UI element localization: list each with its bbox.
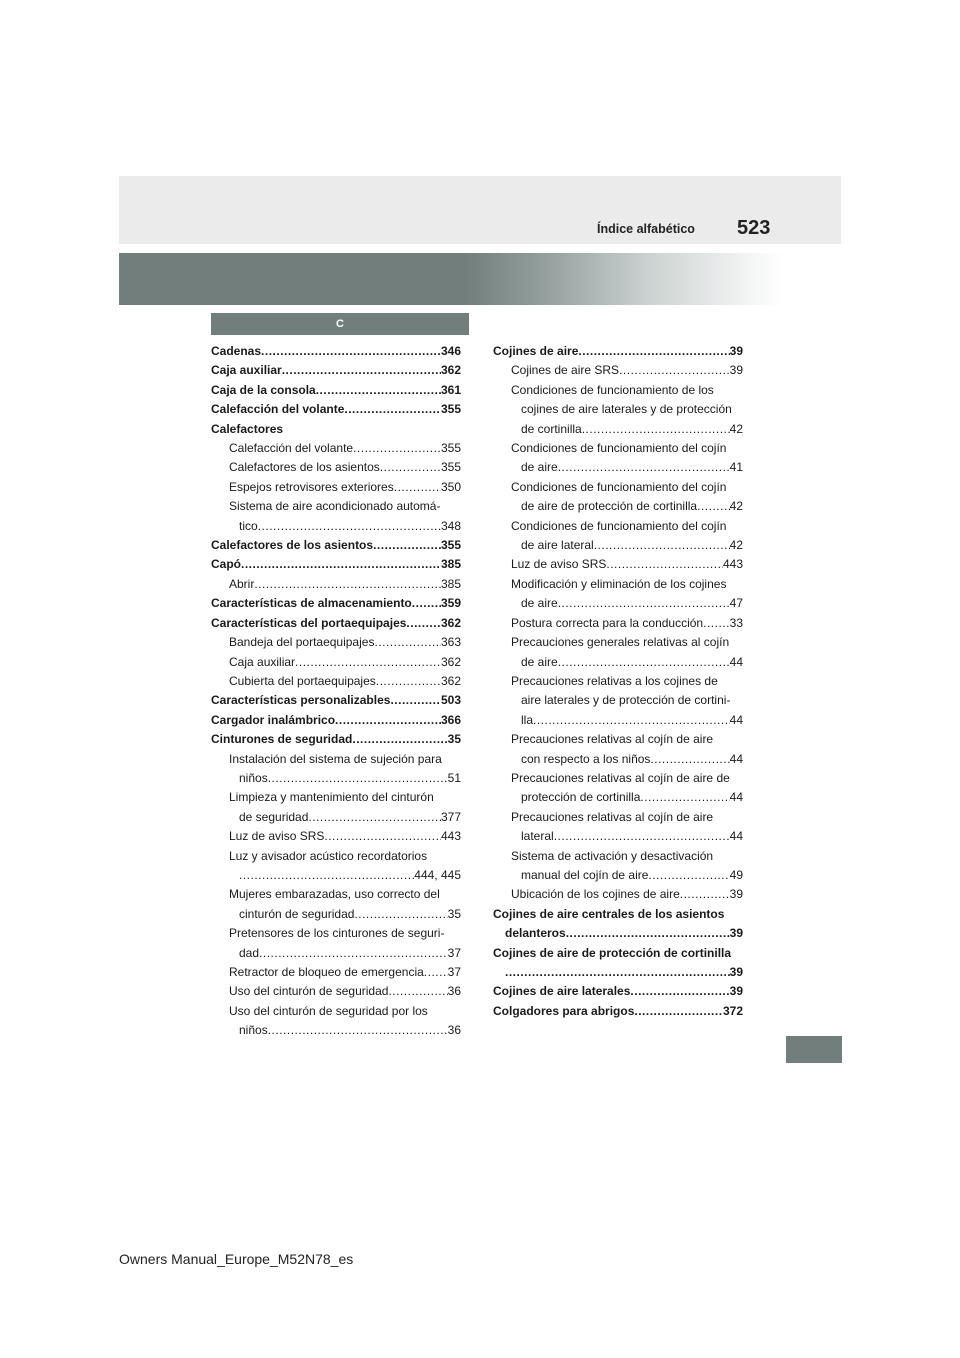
index-entry bbox=[493, 400, 743, 419]
index-entry bbox=[211, 439, 461, 458]
index-entry bbox=[493, 458, 743, 477]
index-entry-page: 346 bbox=[440, 344, 461, 358]
dot-leader bbox=[282, 361, 441, 380]
index-entry-text: de aire bbox=[521, 596, 558, 611]
index-entry-text: Pretensores de los cinturones de seguri- bbox=[229, 926, 445, 941]
section-title: Índice alfabético bbox=[597, 222, 695, 236]
index-entry bbox=[493, 691, 743, 710]
index-entry bbox=[211, 361, 461, 380]
index-entry-page: 47 bbox=[729, 596, 743, 611]
index-entry-page: 444, 445 bbox=[414, 867, 461, 882]
index-entry-text: Caja de la consola bbox=[211, 382, 316, 397]
index-entry-text: delanteros bbox=[505, 926, 566, 941]
index-entry bbox=[493, 905, 743, 924]
index-entry bbox=[211, 924, 461, 943]
dot-leader bbox=[316, 381, 441, 400]
index-entry bbox=[493, 924, 743, 943]
index-entry-text: Calefacción del volante bbox=[229, 441, 354, 456]
index-entry bbox=[493, 672, 743, 691]
index-entry-page: 39 bbox=[729, 363, 743, 378]
dot-leader bbox=[578, 342, 729, 361]
dot-leader bbox=[335, 711, 441, 730]
index-entry-text: Instalación del sistema de sujeción para bbox=[229, 751, 442, 766]
dot-leader bbox=[261, 342, 441, 361]
index-entry-text: protección de cortinilla bbox=[521, 790, 641, 805]
index-entry-text: Ubicación de los cojines de aire bbox=[511, 887, 680, 902]
index-entry-page: 39 bbox=[729, 926, 743, 941]
dot-leader bbox=[533, 711, 730, 730]
index-entry-text: Cubierta del portaequipajes bbox=[229, 673, 376, 688]
index-entry-page: 443 bbox=[440, 829, 461, 844]
index-entry bbox=[211, 497, 461, 516]
index-entry bbox=[493, 614, 743, 633]
index-entry-page: 33 bbox=[729, 615, 743, 630]
index-entry bbox=[211, 944, 461, 963]
dot-leader bbox=[558, 653, 730, 672]
index-entry bbox=[493, 847, 743, 866]
index-entry-page: 350 bbox=[440, 479, 461, 494]
index-entry-page: 385 bbox=[440, 576, 461, 591]
index-entry-page: 41 bbox=[729, 460, 743, 475]
dot-leader bbox=[374, 633, 441, 652]
index-entry bbox=[211, 342, 461, 361]
dot-leader bbox=[554, 827, 730, 846]
dot-leader bbox=[344, 400, 441, 419]
dot-leader bbox=[412, 594, 441, 613]
index-entry-page: 503 bbox=[440, 693, 461, 708]
index-entry-text: dad bbox=[239, 945, 260, 960]
index-entry-text: Calefactores bbox=[211, 421, 284, 436]
index-column-left bbox=[211, 342, 461, 1041]
dot-leader bbox=[254, 575, 441, 594]
index-entry-text: Cojines de aire laterales bbox=[493, 984, 631, 999]
index-entry bbox=[493, 517, 743, 536]
dot-leader bbox=[505, 963, 730, 982]
index-entry bbox=[493, 963, 743, 982]
dot-leader bbox=[388, 982, 447, 1001]
index-entry bbox=[493, 866, 743, 885]
dot-leader bbox=[640, 788, 729, 807]
index-entry-text: Calefactores de los asientos bbox=[211, 538, 374, 553]
index-entry-text: Espejos retrovisores exteriores bbox=[229, 479, 394, 494]
index-entry bbox=[211, 653, 461, 672]
index-entry-page: 377 bbox=[440, 809, 461, 824]
index-entry bbox=[493, 885, 743, 904]
dot-leader bbox=[239, 866, 414, 885]
index-entry-page: 51 bbox=[447, 770, 461, 785]
index-entry-page: 361 bbox=[440, 382, 461, 397]
index-entry-text: Capó bbox=[211, 557, 241, 572]
index-entry-page: 39 bbox=[729, 984, 743, 999]
index-entry bbox=[211, 381, 461, 400]
index-entry-page: 39 bbox=[729, 887, 743, 902]
index-entry bbox=[211, 982, 461, 1001]
index-entry-text: tico bbox=[239, 518, 258, 533]
dot-leader bbox=[373, 536, 441, 555]
index-entry bbox=[493, 769, 743, 788]
index-entry bbox=[211, 420, 461, 439]
dot-leader bbox=[650, 750, 729, 769]
dot-leader bbox=[324, 827, 441, 846]
dot-leader bbox=[308, 808, 441, 827]
index-entry bbox=[211, 730, 461, 749]
index-entry-page: 49 bbox=[729, 867, 743, 882]
dot-leader bbox=[634, 1002, 723, 1021]
index-entry-text: niños bbox=[239, 770, 268, 785]
index-entry-text: Caja auxiliar bbox=[211, 363, 282, 378]
index-entry-text: Características personalizables bbox=[211, 693, 391, 708]
index-entry bbox=[493, 808, 743, 827]
index-entry bbox=[211, 575, 461, 594]
index-entry-text: Cinturones de seguridad bbox=[211, 732, 353, 747]
index-entry-text: Precauciones relativas al cojín de aire bbox=[511, 732, 714, 747]
index-entry-text: Uso del cinturón de seguridad bbox=[229, 984, 389, 999]
index-entry bbox=[211, 885, 461, 904]
index-entry bbox=[493, 381, 743, 400]
index-entry-text: con respecto a los niños bbox=[521, 751, 651, 766]
index-entry-page: 348 bbox=[440, 518, 461, 533]
index-entry bbox=[211, 750, 461, 769]
index-entry bbox=[211, 1002, 461, 1021]
dot-leader bbox=[390, 691, 441, 710]
index-entry-text: de cortinilla bbox=[521, 421, 582, 436]
index-entry-text: cinturón de seguridad bbox=[239, 906, 355, 921]
index-entry-text: aire laterales y de protección de cortini- bbox=[521, 693, 731, 708]
index-entry bbox=[493, 711, 743, 730]
index-entry-text: Luz de aviso SRS bbox=[511, 557, 607, 572]
index-entry-text: Precauciones generales relativas al cojín bbox=[511, 635, 730, 650]
index-entry-page: 35 bbox=[447, 732, 461, 747]
index-entry-text: Luz y avisador acústico recordatorios bbox=[229, 848, 428, 863]
index-entry-page: 36 bbox=[447, 984, 461, 999]
dot-leader bbox=[394, 478, 441, 497]
index-entry-text: Caja auxiliar bbox=[229, 654, 296, 669]
thumb-index-tab bbox=[786, 1036, 842, 1063]
dot-leader bbox=[376, 672, 441, 691]
index-entry bbox=[211, 866, 461, 885]
index-entry-text: Características de almacenamiento bbox=[211, 596, 412, 611]
index-entry-text: Postura correcta para la conducción bbox=[511, 615, 704, 630]
index-entry-text: Precauciones relativas al cojín de aire bbox=[511, 809, 714, 824]
dot-leader bbox=[582, 420, 730, 439]
index-letter-header: C bbox=[211, 313, 469, 335]
index-entry-page: 39 bbox=[729, 344, 743, 358]
dot-leader bbox=[353, 439, 441, 458]
index-entry-text: cojines de aire laterales y de protección bbox=[521, 402, 732, 417]
index-entry-text: lateral bbox=[521, 829, 554, 844]
index-entry-page: 366 bbox=[440, 712, 461, 727]
index-entry-page: 44 bbox=[729, 829, 743, 844]
index-entry-text: Cojines de aire centrales de los asientos bbox=[493, 906, 725, 921]
index-entry bbox=[493, 497, 743, 516]
dot-leader bbox=[558, 458, 730, 477]
index-entry-page: 44 bbox=[729, 712, 743, 727]
footer-document-name: Owners Manual_Europe_M52N78_es bbox=[119, 1251, 354, 1267]
index-entry-text: Características del portaequipajes bbox=[211, 615, 407, 630]
index-entry-page: 363 bbox=[440, 635, 461, 650]
index-entry bbox=[493, 361, 743, 380]
index-entry-text: Sistema de aire acondicionado automá- bbox=[229, 499, 441, 514]
index-entry-text: Condiciones de funcionamiento del cojín bbox=[511, 479, 727, 494]
index-entry-page: 372 bbox=[722, 1003, 743, 1018]
dot-leader bbox=[295, 653, 441, 672]
index-entry bbox=[211, 633, 461, 652]
index-entry-text: Condiciones de funcionamiento del cojín bbox=[511, 441, 727, 456]
index-entry bbox=[493, 653, 743, 672]
index-entry-page: 44 bbox=[729, 751, 743, 766]
index-entry bbox=[493, 982, 743, 1001]
index-entry-text: Calefactores de los asientos bbox=[229, 460, 380, 475]
index-entry-text: manual del cojín de aire bbox=[521, 867, 649, 882]
index-entry bbox=[211, 827, 461, 846]
dot-leader bbox=[268, 1021, 448, 1040]
index-entry-text: de aire de protección de cortinilla bbox=[521, 499, 698, 514]
dot-leader bbox=[594, 536, 730, 555]
index-entry-page: 35 bbox=[447, 906, 461, 921]
index-entry bbox=[211, 536, 461, 555]
index-entry-page: 355 bbox=[440, 441, 461, 456]
index-entry-text: de aire bbox=[521, 654, 558, 669]
index-entry-text: Abrir bbox=[229, 576, 255, 591]
index-entry bbox=[211, 847, 461, 866]
index-entry bbox=[211, 769, 461, 788]
index-entry bbox=[211, 614, 461, 633]
index-entry bbox=[211, 594, 461, 613]
index-entry-page: 443 bbox=[722, 557, 743, 572]
index-entry bbox=[211, 478, 461, 497]
index-entry-text: Calefacción del volante bbox=[211, 402, 345, 417]
dot-leader bbox=[268, 769, 448, 788]
index-entry bbox=[493, 594, 743, 613]
index-entry-page: 385 bbox=[440, 557, 461, 572]
index-entry bbox=[493, 439, 743, 458]
dot-leader bbox=[558, 594, 730, 613]
index-entry bbox=[211, 672, 461, 691]
index-entry-text: Condiciones de funcionamiento del cojín bbox=[511, 518, 727, 533]
index-entry-text: niños bbox=[239, 1023, 268, 1038]
index-entry-page: 44 bbox=[729, 790, 743, 805]
index-entry-text: de aire lateral bbox=[521, 538, 594, 553]
index-entry-page: 44 bbox=[729, 654, 743, 669]
dot-leader bbox=[406, 614, 441, 633]
index-entry-page: 355 bbox=[440, 538, 461, 553]
index-entry-text: Mujeres embarazadas, uso correcto del bbox=[229, 887, 440, 902]
dot-leader bbox=[680, 885, 730, 904]
dot-leader bbox=[258, 517, 441, 536]
dot-leader bbox=[241, 555, 441, 574]
index-entry-text: Uso del cinturón de seguridad por los bbox=[229, 1003, 428, 1018]
index-entry-page: 39 bbox=[729, 965, 743, 979]
dot-leader bbox=[352, 730, 447, 749]
index-entry-text: Cargador inalámbrico bbox=[211, 712, 336, 727]
index-entry-page: 42 bbox=[729, 421, 743, 436]
index-entry bbox=[211, 808, 461, 827]
page-number: 523 bbox=[737, 217, 771, 239]
dot-leader bbox=[630, 982, 729, 1001]
index-entry-text: Cojines de aire de protección de cortinilla bbox=[493, 945, 732, 960]
index-entry-page: 362 bbox=[440, 673, 461, 688]
index-entry-text: Sistema de activación y desactivación bbox=[511, 848, 714, 863]
index-entry-page: 36 bbox=[447, 1023, 461, 1038]
index-entry bbox=[493, 575, 743, 594]
index-entry-text: Modificación y eliminación de los cojines bbox=[511, 576, 727, 591]
dot-leader bbox=[424, 963, 448, 982]
index-entry bbox=[493, 788, 743, 807]
dot-leader bbox=[380, 458, 441, 477]
index-entry bbox=[493, 555, 743, 574]
index-entry-page: 359 bbox=[440, 596, 461, 611]
dot-leader bbox=[259, 944, 448, 963]
index-entry-text: Limpieza y mantenimiento del cinturón bbox=[229, 790, 434, 805]
header-gradient-bar bbox=[119, 253, 784, 305]
index-entry-text: Condiciones de funcionamiento de los bbox=[511, 382, 714, 397]
dot-leader bbox=[703, 614, 730, 633]
index-entry-text: Cojines de aire bbox=[493, 344, 579, 358]
dot-leader bbox=[566, 924, 730, 943]
index-entry-page: 42 bbox=[729, 538, 743, 553]
dot-leader bbox=[619, 361, 730, 380]
index-entry-text: Colgadores para abrigos bbox=[493, 1003, 635, 1018]
index-entry bbox=[493, 536, 743, 555]
index-entry-page: 355 bbox=[440, 460, 461, 475]
index-entry bbox=[211, 711, 461, 730]
index-entry-page: 362 bbox=[440, 363, 461, 378]
index-entry-page: 355 bbox=[440, 402, 461, 417]
index-entry bbox=[211, 691, 461, 710]
index-entry-text: Luz de aviso SRS bbox=[229, 829, 325, 844]
index-entry bbox=[493, 633, 743, 652]
index-entry bbox=[493, 827, 743, 846]
index-entry bbox=[211, 788, 461, 807]
index-entry bbox=[493, 1002, 743, 1021]
index-entry bbox=[211, 517, 461, 536]
index-entry-text: Precauciones relativas a los cojines de bbox=[511, 673, 718, 688]
index-entry bbox=[211, 1021, 461, 1040]
index-entry-page: 37 bbox=[447, 965, 461, 979]
index-entry bbox=[493, 944, 743, 963]
index-entry-page: 37 bbox=[447, 945, 461, 960]
dot-leader bbox=[648, 866, 729, 885]
index-entry bbox=[211, 458, 461, 477]
index-entry bbox=[211, 555, 461, 574]
index-entry bbox=[211, 963, 461, 982]
index-entry bbox=[493, 750, 743, 769]
index-entry-page: 362 bbox=[440, 615, 461, 630]
dot-leader bbox=[606, 555, 723, 574]
index-column-right bbox=[493, 342, 743, 1021]
index-entry-text: Bandeja del portaequipajes bbox=[229, 635, 375, 650]
index-entry-page: 362 bbox=[440, 654, 461, 669]
index-entry bbox=[493, 730, 743, 749]
index-entry bbox=[211, 400, 461, 419]
index-entry-page: 42 bbox=[729, 499, 743, 514]
dot-leader bbox=[697, 497, 730, 516]
header-band bbox=[119, 176, 841, 244]
dot-leader bbox=[354, 905, 447, 924]
index-entry bbox=[493, 478, 743, 497]
index-entry bbox=[211, 905, 461, 924]
index-entry bbox=[493, 342, 743, 361]
index-entry-text: lla bbox=[521, 712, 534, 727]
index-entry-text: Cadenas bbox=[211, 344, 262, 358]
index-entry-text: de seguridad bbox=[239, 809, 309, 824]
index-entry-text: Precauciones relativas al cojín de aire de bbox=[511, 770, 730, 785]
index-entry-text: Cojines de aire SRS bbox=[511, 363, 620, 378]
index-entry bbox=[493, 420, 743, 439]
index-entry-text: de aire bbox=[521, 460, 558, 475]
index-entry-text: Retractor de bloqueo de emergencia bbox=[229, 965, 424, 979]
